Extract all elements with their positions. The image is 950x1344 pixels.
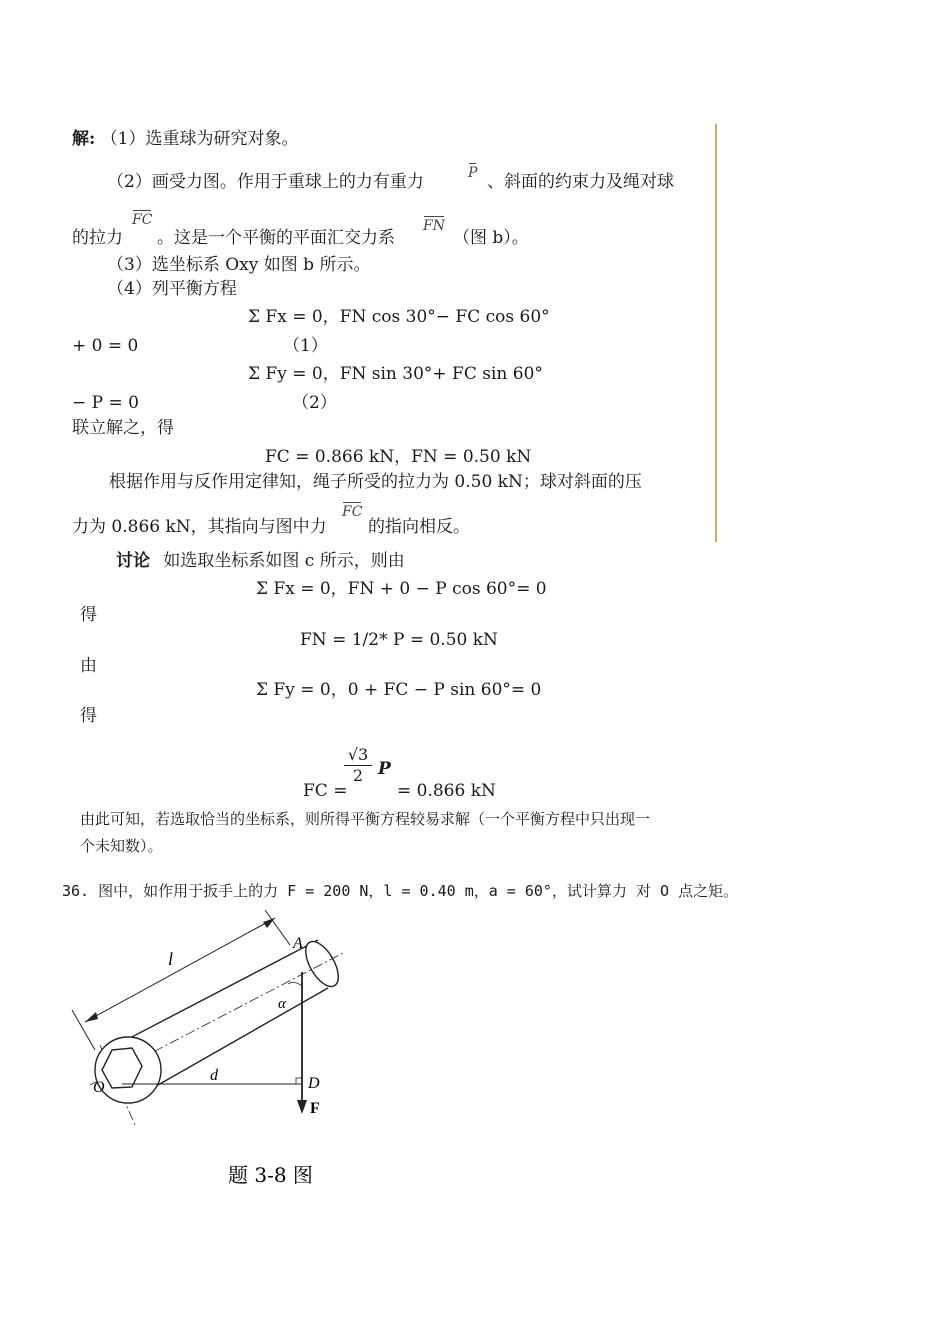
fraction-numerator: √3 [347,745,369,764]
step-2-line-1a: （2）画受力图。作用于重球上的力有重力 [107,172,424,192]
equation-2a: Σ Fy = 0，FN sin 30°+ FC sin 60° [248,364,543,384]
discussion-title: 讨论 [116,551,150,571]
step-2-line-2a: 的拉力 [72,228,123,248]
label-O: O [93,1079,105,1096]
discussion-de-1: 得 [80,605,97,625]
equation-2-number: （2） [292,393,337,413]
fc-left: FC = [303,781,348,801]
step-3: （3）选坐标系 Oxy 如图 b 所示。 [107,255,371,275]
solve-text: 联立解之，得 [72,418,174,438]
margin-rule [715,124,717,542]
discussion-de-2: 得 [80,706,97,726]
label-d: d [210,1067,218,1084]
discussion-you: 由 [80,656,97,676]
law-line-2a: 力为 0.866 kN，其指向与图中力 [72,517,327,537]
step-4: （4）列平衡方程 [107,279,237,299]
question-36: 36. 图中，如作用于扳手上的力 F = 200 N，l = 0.40 m，a = 60°，试计算力 对 O 点之矩。 [62,882,739,900]
step-2-line-1b: 、斜面的约束力及绳对球 [487,172,674,192]
wrench-figure [60,910,360,1200]
equation-1a: Σ Fx = 0，FN cos 30°− FC cos 60° [248,307,550,327]
step-1-text: （1）选重球为研究对象。 [100,129,299,149]
label-F: F [310,1100,320,1117]
fraction [344,745,372,785]
discussion-line [116,551,405,571]
label-alpha: α [278,996,286,1012]
solution-label: 解: [72,129,96,149]
step-2-line-2b: 。这是一个平衡的平面汇交力系 [157,228,395,248]
vector-FN: FN [423,218,445,234]
note-line-2: 个未知数）。 [80,837,163,855]
equation-1b: + 0 = 0 [72,336,139,356]
vector-FC: FC [132,212,153,228]
fc-right: = 0.866 kN [397,781,496,801]
vector-P: P [468,165,478,181]
fraction-denominator: 2 [344,765,372,785]
figure-caption: 题 3-8 图 [228,1163,313,1187]
discussion-fn: FN = 1/2* P = 0.50 kN [300,630,498,650]
label-l: l [168,949,174,969]
equation-1-number: （1） [283,336,328,356]
step-2-line-2c: （图 b）。 [453,228,529,248]
law-line-1: 根据作用与反作用定律知，绳子所受的拉力为 0.50 kN；球对斜面的压 [109,472,642,492]
equation-2b: − P = 0 [72,393,139,413]
vector-FC-2: FC [342,504,363,520]
note-line-1: 由此可知，若选取恰当的坐标系，则所得平衡方程较易求解（一个平衡方程中只出现一 [80,810,651,828]
label-D: D [308,1075,320,1092]
result-line: FC = 0.866 kN，FN = 0.50 kN [265,447,532,467]
discussion-intro: 如选取坐标系如图 c 所示，则由 [163,551,405,571]
solution-step-1 [72,129,299,149]
law-line-2b: 的指向相反。 [368,517,470,537]
label-A: A [293,935,303,952]
discussion-eq-x: Σ Fx = 0，FN + 0 − P cos 60°= 0 [256,579,547,599]
fraction-P: P [378,759,391,779]
discussion-eq-y: Σ Fy = 0，0 + FC − P sin 60°= 0 [256,680,542,700]
